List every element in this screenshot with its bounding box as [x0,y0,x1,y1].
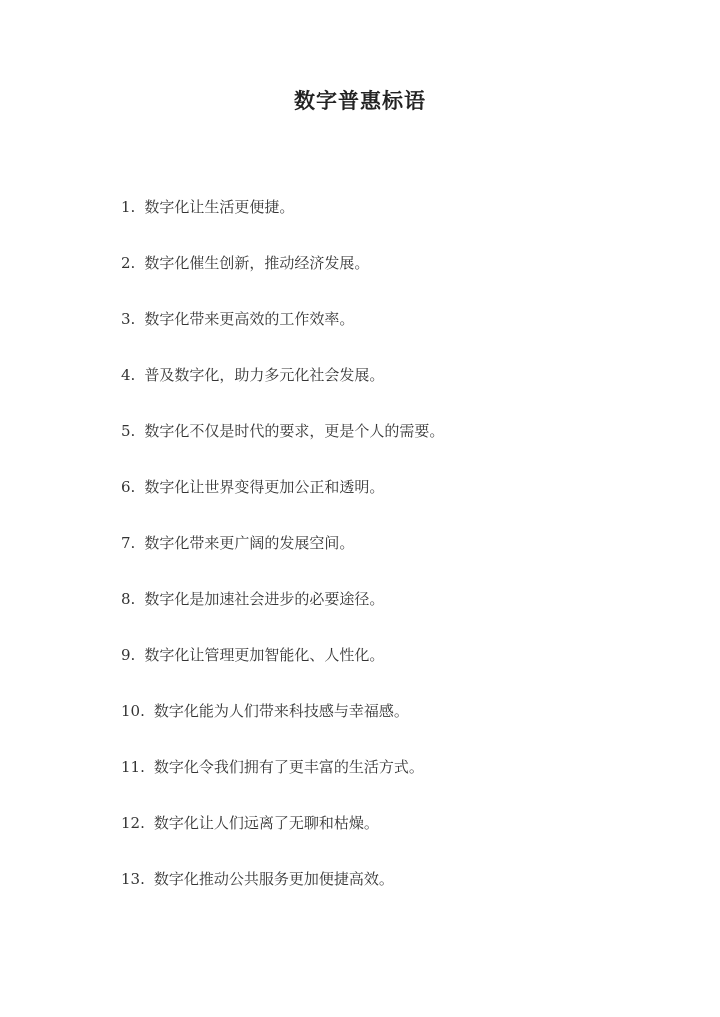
slogan-number: 9. [121,646,136,664]
slogan-text: 数字化带来更广阔的发展空间。 [144,534,355,552]
slogan-number: 11. [121,758,145,776]
slogan-text: 数字化让管理更加智能化、人性化。 [144,646,385,664]
slogan-item [121,811,444,867]
slogan-text: 数字化带来更高效的工作效率。 [144,310,355,328]
slogan-item [121,195,444,251]
slogan-number: 4. [121,366,136,384]
slogan-text: 数字化催生创新，推动经济发展。 [144,254,370,272]
slogan-item [121,419,444,475]
slogan-text: 数字化让生活更便捷。 [144,198,295,216]
slogan-text: 数字化让人们远离了无聊和枯燥。 [153,814,379,832]
slogan-number: 2. [121,254,136,272]
slogan-number: 5. [121,422,136,440]
slogan-text: 数字化令我们拥有了更丰富的生活方式。 [153,758,424,776]
slogan-number: 12. [121,814,145,832]
slogan-text: 数字化不仅是时代的要求，更是个人的需要。 [144,422,445,440]
slogan-number: 13. [121,870,145,888]
slogan-item [121,251,444,307]
document-title: 数字普惠标语 [294,88,426,113]
slogan-text: 数字化能为人们带来科技感与幸福感。 [153,702,409,720]
slogan-text: 数字化让世界变得更加公正和透明。 [144,478,385,496]
slogan-item [121,643,444,699]
slogan-item [121,307,444,363]
slogan-number: 6. [121,478,136,496]
slogan-number: 3. [121,310,136,328]
slogan-number: 8. [121,590,136,608]
slogan-item [121,475,444,531]
slogan-item [121,867,444,923]
slogan-number: 10. [121,702,145,720]
slogan-text: 数字化是加速社会进步的必要途径。 [144,590,385,608]
slogan-item [121,755,444,811]
slogan-item [121,363,444,419]
slogan-item [121,531,444,587]
slogan-text: 数字化推动公共服务更加便捷高效。 [153,870,394,888]
slogan-item [121,699,444,755]
slogan-item [121,587,444,643]
slogan-number: 7. [121,534,136,552]
slogan-text: 普及数字化，助力多元化社会发展。 [144,366,385,384]
slogan-list [121,195,444,923]
slogan-number: 1. [121,198,136,216]
